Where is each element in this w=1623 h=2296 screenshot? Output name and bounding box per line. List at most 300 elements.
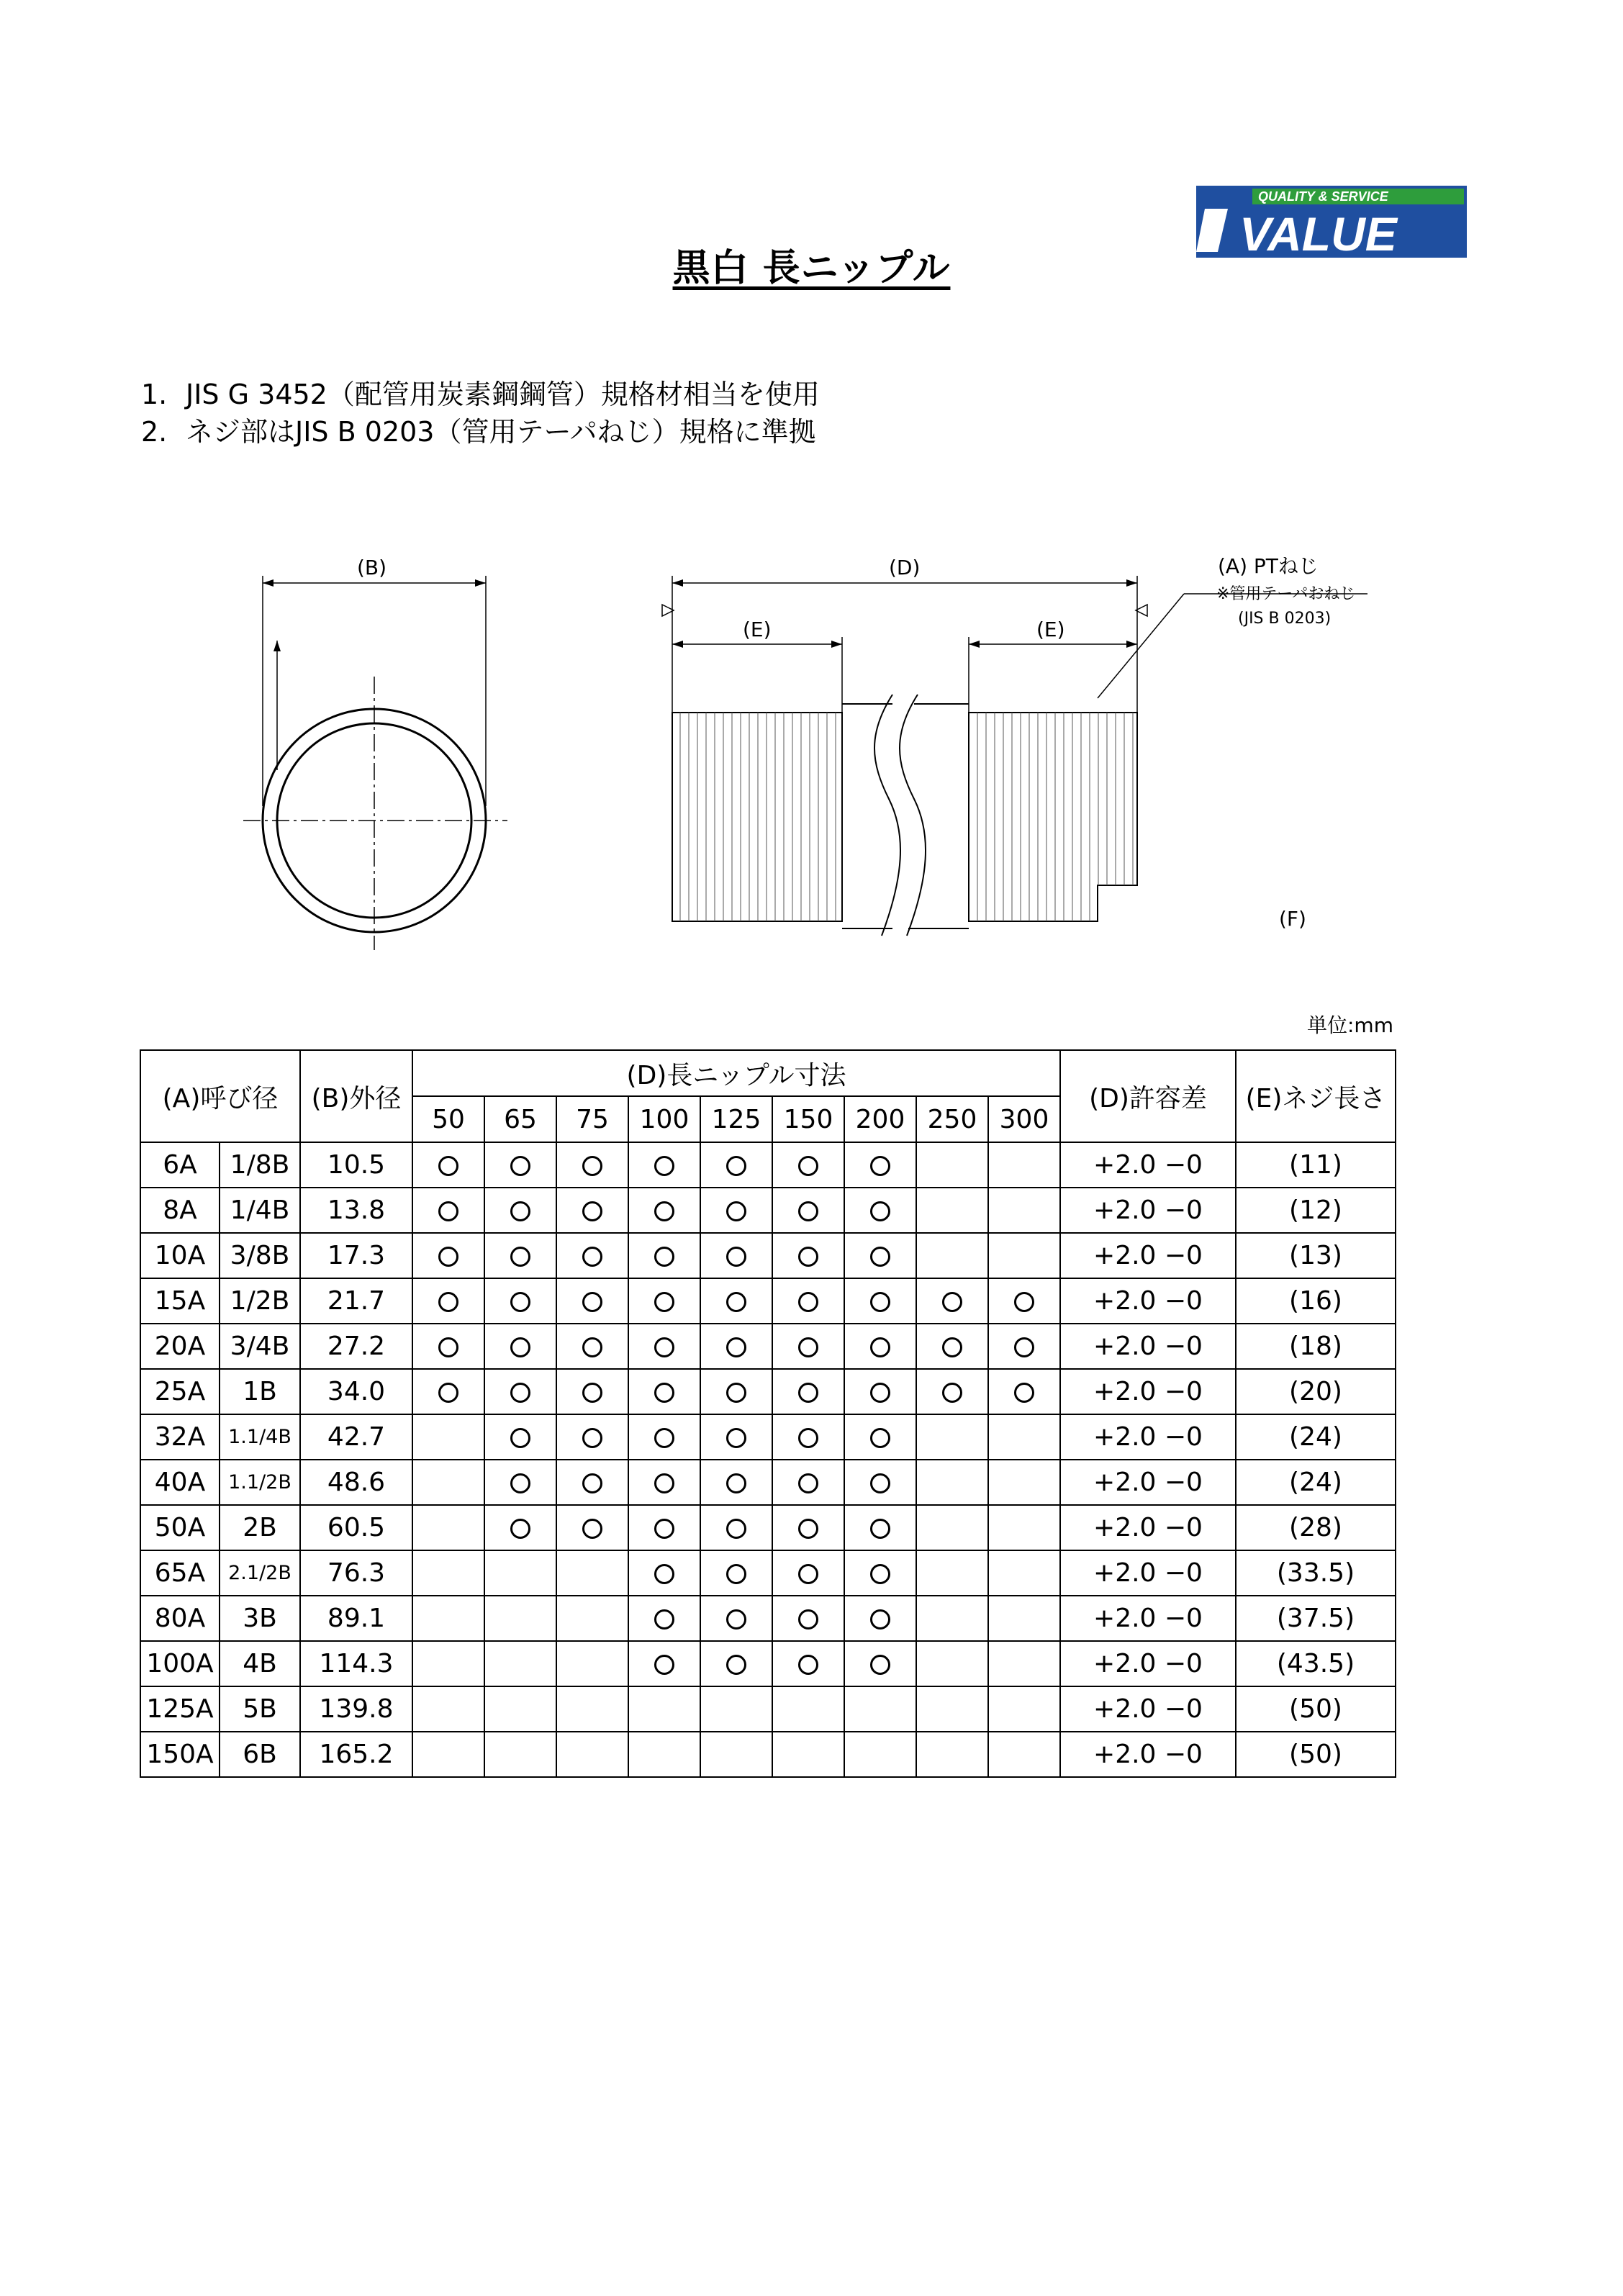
available-mark-icon [726,1337,746,1357]
length-cell [844,1686,916,1732]
od-cell: 139.8 [300,1686,412,1732]
length-cell [916,1732,988,1777]
length-cell [700,1278,772,1324]
length-cell [844,1188,916,1233]
available-mark-icon [726,1564,746,1584]
length-cell [484,1369,556,1414]
available-mark-icon [654,1201,674,1221]
length-cell [484,1278,556,1324]
available-mark-icon [942,1337,962,1357]
od-cell: 48.6 [300,1460,412,1505]
table-row [140,1596,1396,1641]
available-mark-icon [1014,1292,1034,1312]
length-cell [772,1188,844,1233]
label-f: (F) [1279,907,1306,931]
available-mark-icon [798,1156,818,1176]
table-row [140,1278,1396,1324]
length-cell [628,1550,700,1596]
length-cell [412,1369,484,1414]
tolerance-cell: +2.0 −0 [1060,1641,1236,1686]
available-mark-icon [510,1247,530,1267]
length-cell [700,1505,772,1550]
length-cell [916,1460,988,1505]
table-row [140,1233,1396,1278]
table-header-row [140,1050,1396,1096]
length-cell [844,1233,916,1278]
thread-length-cell: (16) [1236,1278,1396,1324]
length-cell [700,1550,772,1596]
table-row [140,1142,1396,1188]
table-body [140,1142,1396,1777]
length-cell [772,1596,844,1641]
header-length-group: (D)長ニップル寸法 [412,1050,1060,1096]
side-view [662,554,1367,936]
thread-length-cell: (50) [1236,1686,1396,1732]
length-cell [916,1324,988,1369]
available-mark-icon [654,1564,674,1584]
header-length: 65 [484,1096,556,1142]
nominal-a-cell: 10A [140,1233,220,1278]
available-mark-icon [654,1292,674,1312]
od-cell: 17.3 [300,1233,412,1278]
header-length: 200 [844,1096,916,1142]
table-row [140,1641,1396,1686]
od-cell: 60.5 [300,1505,412,1550]
length-cell [556,1233,628,1278]
header-length: 75 [556,1096,628,1142]
available-mark-icon [726,1156,746,1176]
tolerance-cell: +2.0 −0 [1060,1142,1236,1188]
thread-length-cell: (18) [1236,1324,1396,1369]
length-cell [412,1188,484,1233]
length-cell [844,1596,916,1641]
available-mark-icon [582,1473,602,1493]
note-item [141,413,820,451]
table-row [140,1686,1396,1732]
available-mark-icon [798,1247,818,1267]
nominal-b-cell: 5B [220,1686,300,1732]
available-mark-icon [654,1609,674,1630]
thread-length-cell: (12) [1236,1188,1396,1233]
available-mark-icon [438,1292,458,1312]
length-cell [412,1324,484,1369]
length-cell [844,1641,916,1686]
length-cell [628,1142,700,1188]
available-mark-icon [582,1292,602,1312]
label-d: (D) [889,556,921,579]
available-mark-icon [510,1383,530,1403]
nominal-b-cell: 1/2B [220,1278,300,1324]
length-cell [484,1460,556,1505]
length-cell [628,1369,700,1414]
length-cell [988,1686,1060,1732]
available-mark-icon [798,1383,818,1403]
length-cell [988,1596,1060,1641]
available-mark-icon [726,1609,746,1630]
tolerance-cell: +2.0 −0 [1060,1505,1236,1550]
available-mark-icon [582,1247,602,1267]
length-cell [844,1369,916,1414]
nominal-b-cell: 1/8B [220,1142,300,1188]
tolerance-cell: +2.0 −0 [1060,1233,1236,1278]
nipple-drawing [216,547,1439,950]
length-cell [700,1188,772,1233]
available-mark-icon [438,1337,458,1357]
length-cell [916,1278,988,1324]
thread-length-cell: (11) [1236,1142,1396,1188]
available-mark-icon [582,1156,602,1176]
length-cell [844,1460,916,1505]
length-cell [484,1686,556,1732]
nominal-a-cell: 20A [140,1324,220,1369]
nominal-b-cell: 6B [220,1732,300,1777]
length-cell [484,1596,556,1641]
thread-length-cell: (37.5) [1236,1596,1396,1641]
header-od: (B)外径 [300,1050,412,1142]
logo-brand: VALUE [1239,207,1397,258]
length-cell [988,1732,1060,1777]
nominal-a-cell: 32A [140,1414,220,1460]
thread-length-cell: (43.5) [1236,1641,1396,1686]
available-mark-icon [582,1337,602,1357]
header-tolerance: (D)許容差 [1060,1050,1236,1142]
available-mark-icon [870,1519,890,1539]
length-cell [484,1732,556,1777]
available-mark-icon [654,1655,674,1675]
available-mark-icon [870,1609,890,1630]
available-mark-icon [654,1473,674,1493]
length-cell [988,1414,1060,1460]
od-cell: 165.2 [300,1732,412,1777]
nominal-b-cell: 2.1/2B [220,1550,300,1596]
nominal-b-cell: 2B [220,1505,300,1550]
tolerance-cell: +2.0 −0 [1060,1460,1236,1505]
available-mark-icon [654,1247,674,1267]
nominal-b-cell: 3B [220,1596,300,1641]
note-number: 2. [141,416,168,448]
available-mark-icon [654,1337,674,1357]
length-cell [628,1188,700,1233]
tolerance-cell: +2.0 −0 [1060,1324,1236,1369]
length-cell [556,1369,628,1414]
length-cell [700,1460,772,1505]
thread-length-cell: (24) [1236,1460,1396,1505]
length-cell [988,1550,1060,1596]
note-number: 1. [141,379,168,410]
available-mark-icon [798,1292,818,1312]
available-mark-icon [654,1156,674,1176]
thread-note-2: (JIS B 0203) [1238,610,1332,628]
length-cell [556,1686,628,1732]
length-cell [844,1324,916,1369]
available-mark-icon [870,1428,890,1448]
length-cell [412,1414,484,1460]
header-length: 300 [988,1096,1060,1142]
available-mark-icon [1014,1337,1034,1357]
header-length: 100 [628,1096,700,1142]
length-cell [916,1414,988,1460]
label-e-left: (E) [743,618,772,641]
length-cell [556,1550,628,1596]
length-cell [772,1369,844,1414]
nominal-b-cell: 1.1/2B [220,1460,300,1505]
length-cell [412,1278,484,1324]
length-cell [916,1641,988,1686]
length-cell [628,1596,700,1641]
nominal-a-cell: 25A [140,1369,220,1414]
length-cell [412,1550,484,1596]
length-cell [412,1732,484,1777]
length-cell [556,1596,628,1641]
od-cell: 114.3 [300,1641,412,1686]
length-cell [484,1414,556,1460]
label-a: (A) PTねじ [1218,554,1319,578]
length-cell [412,1233,484,1278]
available-mark-icon [726,1383,746,1403]
available-mark-icon [438,1247,458,1267]
table-row [140,1505,1396,1550]
length-cell [700,1686,772,1732]
length-cell [772,1641,844,1686]
available-mark-icon [582,1519,602,1539]
available-mark-icon [510,1156,530,1176]
notes-list [141,376,820,451]
available-mark-icon [798,1519,818,1539]
thread-length-cell: (24) [1236,1414,1396,1460]
length-cell [700,1233,772,1278]
available-mark-icon [726,1655,746,1675]
length-cell [484,1550,556,1596]
length-cell [412,1460,484,1505]
available-mark-icon [510,1519,530,1539]
available-mark-icon [870,1201,890,1221]
length-cell [772,1505,844,1550]
od-cell: 89.1 [300,1596,412,1641]
available-mark-icon [438,1383,458,1403]
length-cell [916,1505,988,1550]
header-length: 150 [772,1096,844,1142]
length-cell [772,1732,844,1777]
length-cell [772,1686,844,1732]
length-cell [988,1278,1060,1324]
thread-length-cell: (13) [1236,1233,1396,1278]
length-cell [700,1142,772,1188]
thread-length-cell: (28) [1236,1505,1396,1550]
header-length: 125 [700,1096,772,1142]
nominal-a-cell: 80A [140,1596,220,1641]
tolerance-cell: +2.0 −0 [1060,1414,1236,1460]
nominal-a-cell: 125A [140,1686,220,1732]
length-cell [988,1460,1060,1505]
length-cell [412,1686,484,1732]
thread-length-cell: (50) [1236,1732,1396,1777]
length-cell [700,1324,772,1369]
available-mark-icon [582,1428,602,1448]
length-cell [772,1460,844,1505]
nominal-a-cell: 100A [140,1641,220,1686]
available-mark-icon [726,1428,746,1448]
od-cell: 76.3 [300,1550,412,1596]
nominal-b-cell: 1/4B [220,1188,300,1233]
length-cell [916,1596,988,1641]
length-cell [844,1505,916,1550]
nominal-b-cell: 4B [220,1641,300,1686]
length-cell [844,1142,916,1188]
tolerance-cell: +2.0 −0 [1060,1369,1236,1414]
nominal-a-cell: 50A [140,1505,220,1550]
length-cell [916,1550,988,1596]
available-mark-icon [510,1428,530,1448]
available-mark-icon [654,1519,674,1539]
length-cell [628,1233,700,1278]
header-nominal: (A)呼び径 [140,1050,300,1142]
available-mark-icon [870,1383,890,1403]
length-cell [628,1278,700,1324]
length-cell [700,1596,772,1641]
length-cell [556,1732,628,1777]
nominal-a-cell: 6A [140,1142,220,1188]
available-mark-icon [942,1383,962,1403]
table-row [140,1460,1396,1505]
length-cell [772,1414,844,1460]
available-mark-icon [726,1473,746,1493]
table-row [140,1324,1396,1369]
length-cell [628,1414,700,1460]
length-cell [628,1324,700,1369]
table-row [140,1414,1396,1460]
length-cell [700,1732,772,1777]
length-cell [988,1188,1060,1233]
length-cell [772,1278,844,1324]
nominal-b-cell: 3/8B [220,1233,300,1278]
available-mark-icon [798,1564,818,1584]
available-mark-icon [870,1655,890,1675]
length-cell [628,1505,700,1550]
length-cell [556,1188,628,1233]
available-mark-icon [798,1428,818,1448]
tolerance-cell: +2.0 −0 [1060,1188,1236,1233]
available-mark-icon [798,1655,818,1675]
length-cell [556,1324,628,1369]
header-thread-length: (E)ネジ長さ [1236,1050,1396,1142]
tolerance-cell: +2.0 −0 [1060,1596,1236,1641]
length-cell [988,1233,1060,1278]
length-cell [916,1188,988,1233]
end-view [243,556,507,950]
header-length: 50 [412,1096,484,1142]
available-mark-icon [582,1383,602,1403]
tolerance-cell: +2.0 −0 [1060,1732,1236,1777]
available-mark-icon [1014,1383,1034,1403]
length-cell [916,1233,988,1278]
length-cell [412,1142,484,1188]
available-mark-icon [798,1473,818,1493]
length-cell [484,1324,556,1369]
thread-note-1: ※管用テーパおねじ [1216,585,1356,603]
length-cell [700,1641,772,1686]
length-cell [556,1641,628,1686]
available-mark-icon [726,1292,746,1312]
length-cell [628,1686,700,1732]
available-mark-icon [870,1564,890,1584]
length-cell [700,1414,772,1460]
length-cell [628,1460,700,1505]
available-mark-icon [870,1292,890,1312]
available-mark-icon [510,1201,530,1221]
spec-table [140,1049,1396,1778]
length-cell [844,1414,916,1460]
available-mark-icon [870,1473,890,1493]
thread-length-cell: (20) [1236,1369,1396,1414]
unit-label: 単位:mm [1307,1013,1393,1037]
length-cell [844,1732,916,1777]
available-mark-icon [654,1383,674,1403]
length-cell [556,1505,628,1550]
length-cell [772,1233,844,1278]
header-length: 250 [916,1096,988,1142]
available-mark-icon [726,1247,746,1267]
thread-length-cell: (33.5) [1236,1550,1396,1596]
nominal-b-cell: 1.1/4B [220,1414,300,1460]
note-text: ネジ部はJIS B 0203（管用テーパねじ）規格に準拠 [186,416,816,448]
length-cell [844,1278,916,1324]
od-cell: 34.0 [300,1369,412,1414]
available-mark-icon [942,1292,962,1312]
nominal-b-cell: 3/4B [220,1324,300,1369]
available-mark-icon [510,1473,530,1493]
table-row [140,1550,1396,1596]
od-cell: 27.2 [300,1324,412,1369]
label-e-right: (E) [1036,618,1065,641]
table-row [140,1369,1396,1414]
length-cell [484,1142,556,1188]
nominal-a-cell: 40A [140,1460,220,1505]
note-text: JIS G 3452（配管用炭素鋼鋼管）規格材相当を使用 [186,379,820,410]
logo-tagline: QUALITY & SERVICE [1258,189,1388,204]
available-mark-icon [438,1156,458,1176]
od-cell: 13.8 [300,1188,412,1233]
length-cell [484,1188,556,1233]
tolerance-cell: +2.0 −0 [1060,1686,1236,1732]
length-cell [556,1278,628,1324]
length-cell [772,1550,844,1596]
available-mark-icon [870,1156,890,1176]
length-cell [988,1142,1060,1188]
length-cell [556,1142,628,1188]
nominal-a-cell: 15A [140,1278,220,1324]
available-mark-icon [510,1292,530,1312]
length-cell [484,1641,556,1686]
length-cell [772,1142,844,1188]
length-cell [988,1641,1060,1686]
tolerance-cell: +2.0 −0 [1060,1278,1236,1324]
available-mark-icon [510,1337,530,1357]
length-cell [772,1324,844,1369]
length-cell [556,1460,628,1505]
length-cell [988,1505,1060,1550]
length-cell [916,1369,988,1414]
available-mark-icon [438,1201,458,1221]
page-title: 黒白 長ニップル [672,247,951,290]
length-cell [412,1641,484,1686]
label-b: (B) [357,556,387,579]
length-cell [628,1732,700,1777]
available-mark-icon [726,1519,746,1539]
available-mark-icon [654,1428,674,1448]
nominal-a-cell: 8A [140,1188,220,1233]
length-cell [628,1641,700,1686]
length-cell [844,1550,916,1596]
